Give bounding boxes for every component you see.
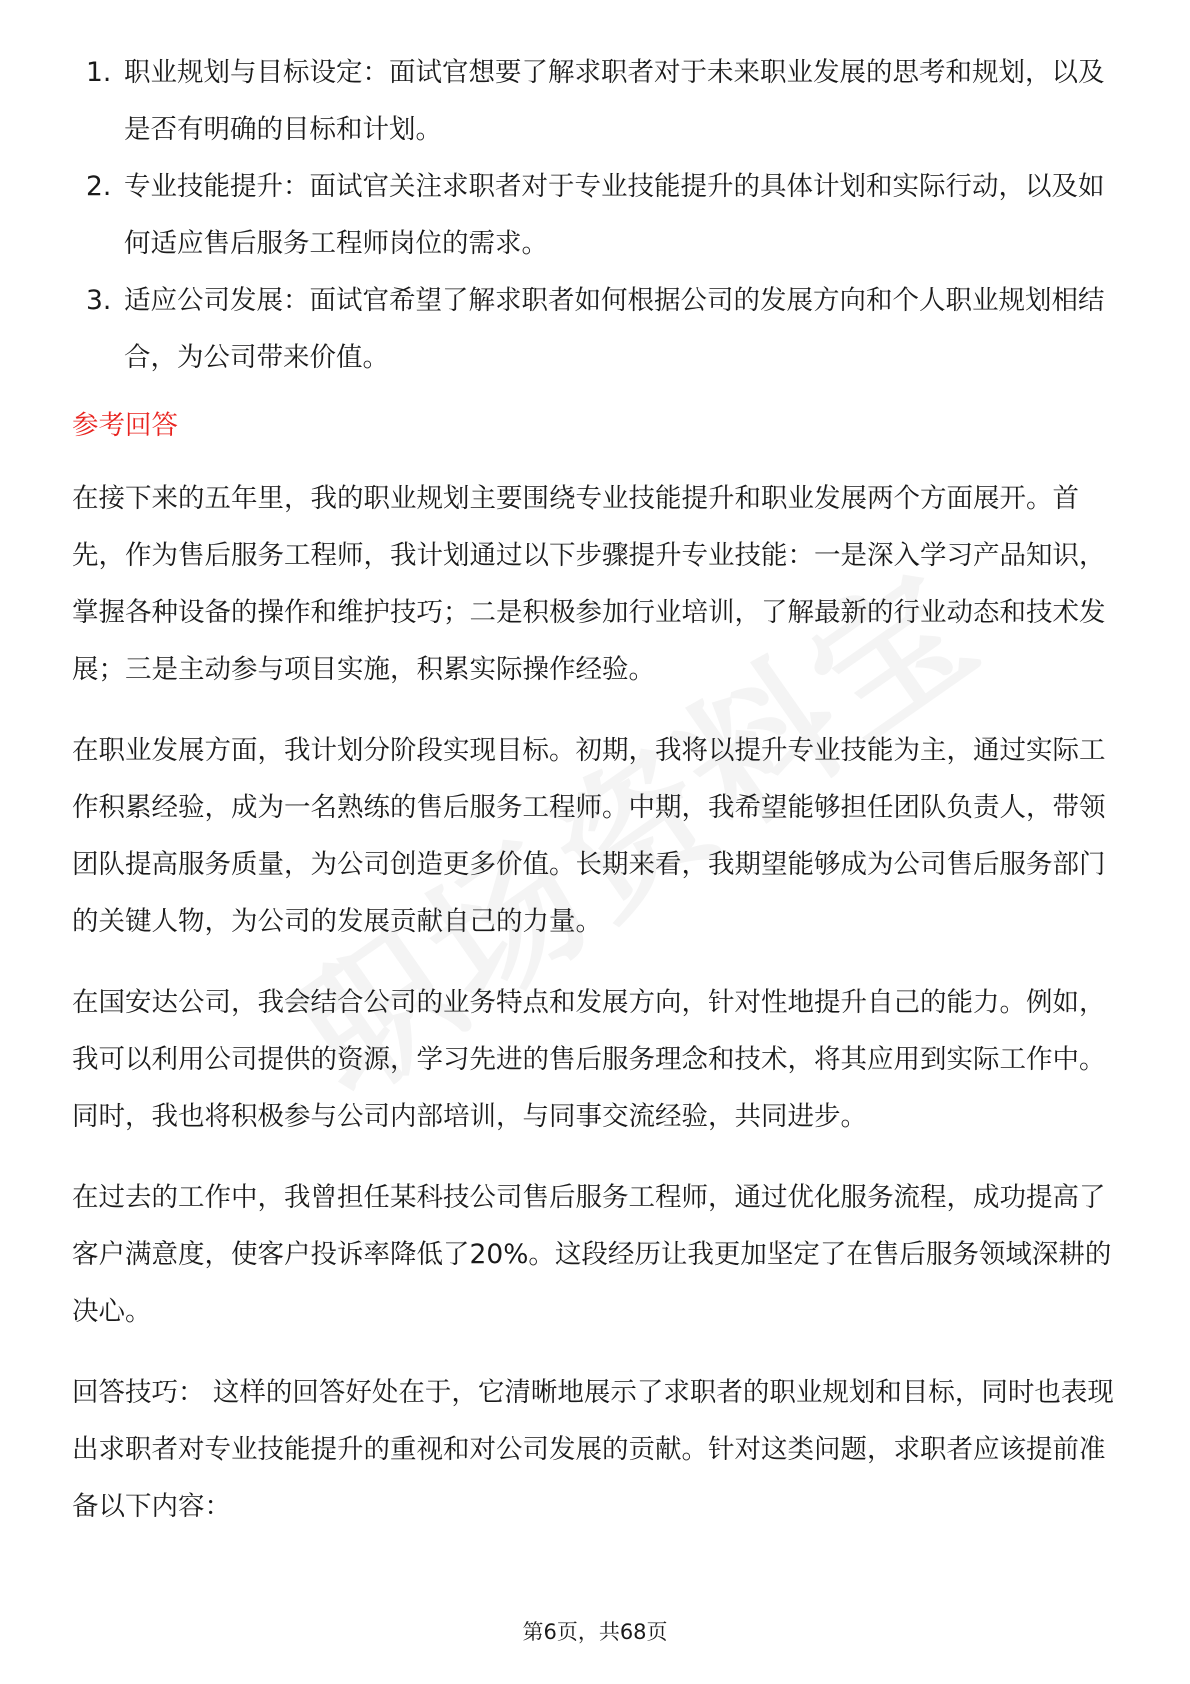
list-marker: 1. (86, 57, 112, 88)
section-title: 参考回答 (72, 410, 178, 441)
answer-paragraph: 在接下来的五年里，我的职业规划主要围绕专业技能提升和职业发展两个方面展开。首先，作为售后服务工程师，我计划通过以下步骤提升专业技能：一是深入学习产品知识，掌握各种设备的操作和维护技巧；二是积极参加行业培训，了解最新的行业动态和技术发展；三是主动参与项目实施，积累实际操作经验。 (72, 483, 1106, 685)
tips-paragraph: 回答技巧： 这样的回答好处在于，它清晰地展示了求职者的职业规划和目标，同时也表现出求职者对专业技能提升的重视和对公司发展的贡献。针对这类问题，求职者应该提前准备以下内容： (72, 1377, 1114, 1522)
list-marker: 3. (86, 285, 112, 316)
list-item (72, 272, 1122, 386)
numbered-list (72, 44, 1122, 386)
list-item-text: 适应公司发展：面试官希望了解求职者如何根据公司的发展方向和个人职业规划相结合，为公司带来价值。 (124, 285, 1105, 373)
list-item-text: 职业规划与目标设定：面试官想要了解求职者对于未来职业发展的思考和规划，以及是否有明确的目标和计划。 (124, 57, 1105, 145)
document-page (72, 44, 1122, 1559)
list-item (72, 158, 1122, 272)
answer-paragraph: 在过去的工作中，我曾担任某科技公司售后服务工程师，通过优化服务流程，成功提高了客户满意度，使客户投诉率降低了20%。这段经历让我更加坚定了在售后服务领域深耕的决心。 (72, 1182, 1112, 1327)
page-number: 第6页，共68页 (522, 1620, 668, 1644)
answer-paragraph: 在职业发展方面，我计划分阶段实现目标。初期，我将以提升专业技能为主，通过实际工作积累经验，成为一名熟练的售后服务工程师。中期，我希望能够担任团队负责人，带领团队提高服务质量，为公司创造更多价值。长期来看，我期望能够成为公司售后服务部门的关键人物，为公司的发展贡献自己的力量。 (72, 735, 1106, 937)
list-item-text: 专业技能提升：面试官关注求职者对于专业技能提升的具体计划和实际行动，以及如何适应售后服务工程师岗位的需求。 (124, 171, 1105, 259)
list-marker: 2. (86, 171, 112, 202)
answer-paragraph: 在国安达公司，我会结合公司的业务特点和发展方向，针对性地提升自己的能力。例如，我可以利用公司提供的资源，学习先进的售后服务理念和技术，将其应用到实际工作中。同时，我也将积极参与公司内部培训，与同事交流经验，共同进步。 (72, 987, 1106, 1132)
list-item (72, 44, 1122, 158)
